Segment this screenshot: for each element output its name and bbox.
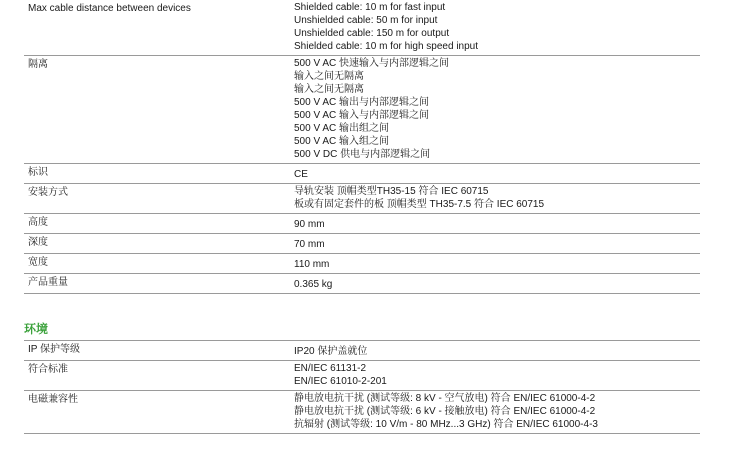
value-line: 0.365 kg: [294, 279, 333, 290]
row-label: 高度: [24, 214, 290, 234]
table-row: [24, 0, 700, 56]
value-line: 导轨安装 顶帽类型TH35-15 符合 IEC 60715: [294, 186, 489, 197]
table-row: [24, 234, 700, 254]
table-row: [24, 361, 700, 391]
row-value: [290, 184, 700, 214]
value-line: 抗辐射 (测试等级: 10 V/m - 80 MHz...3 GHz) 符合 EN/IEC 61000-4-3: [294, 419, 598, 430]
value-line: 板或有固定套件的板 顶帽类型 TH35-7.5 符合 IEC 60715: [294, 199, 545, 210]
value-line: 500 V DC 供电与内部逻辑之间: [294, 149, 431, 160]
value-line: 500 V AC 输入与内部逻辑之间: [294, 110, 430, 121]
value-line: Unshielded cable: 50 m for input: [294, 15, 438, 26]
value-line: 110 mm: [294, 259, 330, 270]
value-line: 静电放电抗干扰 (测试等级: 6 kV - 接触放电) 符合 EN/IEC 61000-4-2: [294, 406, 596, 417]
row-value: [290, 254, 700, 274]
value-line: 500 V AC 输入组之间: [294, 136, 390, 147]
section-title-environment: 环境: [24, 322, 49, 336]
value-line: Shielded cable: 10 m for high speed input: [294, 41, 479, 52]
row-value: [290, 56, 700, 164]
row-label: 电磁兼容性: [24, 391, 290, 434]
value-line: CE: [294, 169, 308, 180]
value-line: EN/IEC 61131-2: [294, 363, 367, 374]
row-label: IP 保护等级: [24, 341, 290, 361]
table-row: [24, 164, 700, 184]
row-value: [290, 274, 700, 294]
table-row: [24, 254, 700, 274]
table-row: [24, 341, 700, 361]
spec-table: [24, 0, 700, 294]
value-line: 90 mm: [294, 219, 325, 230]
value-line: 输入之间无隔离: [294, 71, 364, 82]
value-line: 500 V AC 快速输入与内部逻辑之间: [294, 58, 450, 69]
value-line: Unshielded cable: 150 m for output: [294, 28, 450, 39]
row-value: [290, 361, 700, 391]
row-value: [290, 341, 700, 361]
row-label: 宽度: [24, 254, 290, 274]
value-line: 输入之间无隔离: [294, 84, 364, 95]
value-line: 静电放电抗干扰 (测试等级: 8 kV - 空气放电) 符合 EN/IEC 61000-4-2: [294, 393, 596, 404]
row-label: 符合标准: [24, 361, 290, 391]
row-label: Max cable distance between devices: [24, 0, 290, 56]
table-row: [24, 184, 700, 214]
table-row: [24, 391, 700, 434]
value-line: 500 V AC 输出与内部逻辑之间: [294, 97, 430, 108]
value-line: 500 V AC 输出组之间: [294, 123, 390, 134]
row-label: 标识: [24, 164, 290, 184]
table-row: [24, 56, 700, 164]
environment-table: [24, 340, 700, 434]
row-value: [290, 391, 700, 434]
row-label: 安装方式: [24, 184, 290, 214]
row-value: [290, 234, 700, 254]
row-label: 产品重量: [24, 274, 290, 294]
value-line: Shielded cable: 10 m for fast input: [294, 2, 446, 13]
row-value: [290, 164, 700, 184]
value-line: EN/IEC 61010-2-201: [294, 376, 387, 387]
row-label: 隔离: [24, 56, 290, 164]
table-row: [24, 214, 700, 234]
value-line: IP20 保护盖就位: [294, 346, 368, 357]
table-row: [24, 274, 700, 294]
row-label: 深度: [24, 234, 290, 254]
row-value: [290, 214, 700, 234]
value-line: 70 mm: [294, 239, 325, 250]
row-value: [290, 0, 700, 56]
